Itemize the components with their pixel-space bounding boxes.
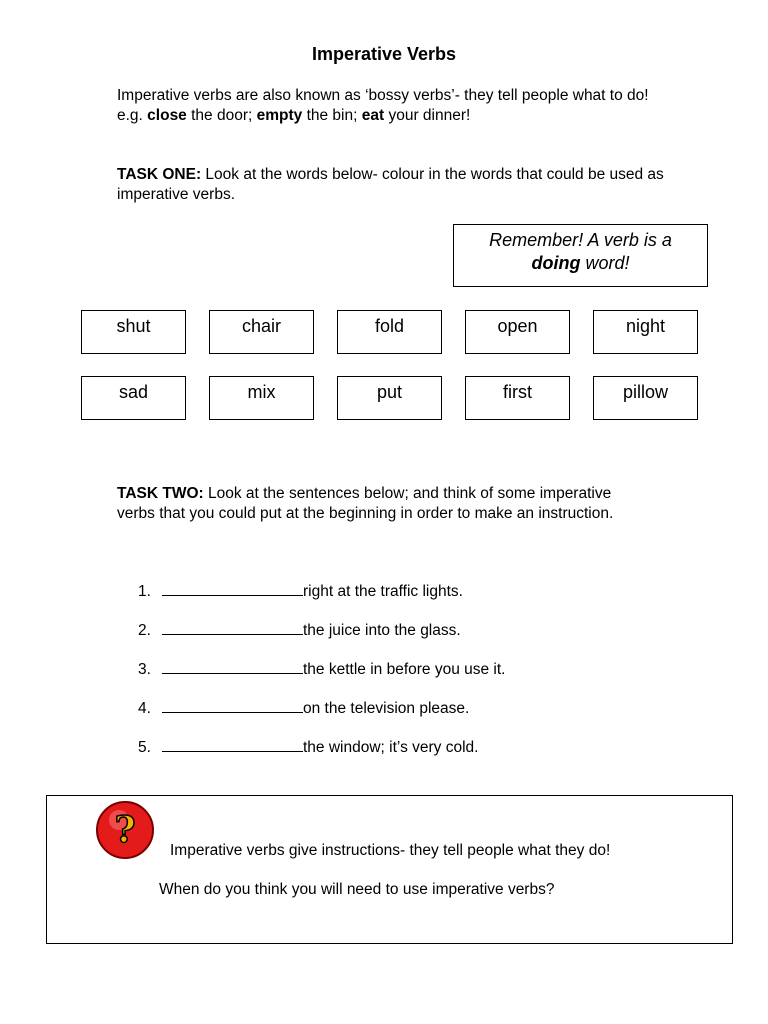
sentence-item (138, 581, 463, 602)
intro-text-a: Imperative verbs are also known as ‘bossy verbs’- they tell people what to do! e.g. (117, 87, 649, 124)
answer-blank[interactable] (162, 698, 303, 713)
reminder-line2 (454, 252, 707, 275)
answer-blank[interactable] (162, 659, 303, 674)
word-box[interactable]: sad (81, 376, 186, 420)
sentence-item (138, 698, 469, 719)
word-box[interactable]: open (465, 310, 570, 354)
word-box[interactable]: put (337, 376, 442, 420)
word-box[interactable]: mix (209, 376, 314, 420)
word-box[interactable]: first (465, 376, 570, 420)
task-one-text: Look at the words below- colour in the words that could be used as imperative verbs. (117, 166, 664, 203)
question-mark-glyph: ? (114, 809, 136, 851)
intro-example-empty: empty (256, 107, 303, 124)
word-box[interactable]: shut (81, 310, 186, 354)
sentence-text: right at the traffic lights. (303, 583, 463, 600)
sentence-number: 4. (138, 700, 151, 717)
task-one-instructions (117, 165, 677, 205)
intro-text-b: the door; (186, 107, 257, 124)
sentence-text: the window; it’s very cold. (303, 739, 479, 756)
intro-text-d: your dinner! (384, 107, 471, 124)
answer-blank[interactable] (162, 581, 303, 596)
sentence-text: the kettle in before you use it. (303, 661, 506, 678)
reminder-rest: word! (580, 253, 630, 273)
sentence-item (138, 659, 505, 680)
sentence-item (138, 737, 478, 758)
reflection-question: When do you think you will need to use imperative verbs? (159, 881, 555, 898)
word-box[interactable]: chair (209, 310, 314, 354)
sentence-text: the juice into the glass. (303, 622, 461, 639)
task-one-label: TASK ONE: (117, 166, 202, 183)
sentence-item (138, 620, 461, 641)
sentence-number: 3. (138, 661, 151, 678)
answer-blank[interactable] (162, 737, 303, 752)
answer-blank[interactable] (162, 620, 303, 635)
page-title: Imperative Verbs (311, 44, 457, 64)
sentence-number: 2. (138, 622, 151, 639)
sentence-number: 1. (138, 583, 151, 600)
sentence-number: 5. (138, 739, 151, 756)
word-box[interactable]: night (593, 310, 698, 354)
intro-example-close: close (147, 107, 187, 124)
task-two-instructions (117, 484, 637, 524)
intro-paragraph (117, 86, 677, 126)
reflection-statement: Imperative verbs give instructions- they tell people what they do! (170, 842, 611, 859)
word-box[interactable]: pillow (593, 376, 698, 420)
reminder-box (453, 224, 708, 287)
reminder-line1: Remember! A verb is a (489, 230, 672, 250)
reminder-bold-word: doing (531, 253, 581, 273)
question-mark-icon (95, 800, 155, 860)
intro-text-c: the bin; (302, 107, 362, 124)
intro-example-eat: eat (361, 107, 385, 124)
word-box[interactable]: fold (337, 310, 442, 354)
sentence-text: on the television please. (303, 700, 470, 717)
task-two-text: Look at the sentences below; and think of some imperative verbs that you could put at the beginning in order to make an instruction. (117, 485, 614, 522)
task-two-label: TASK TWO: (117, 485, 204, 502)
